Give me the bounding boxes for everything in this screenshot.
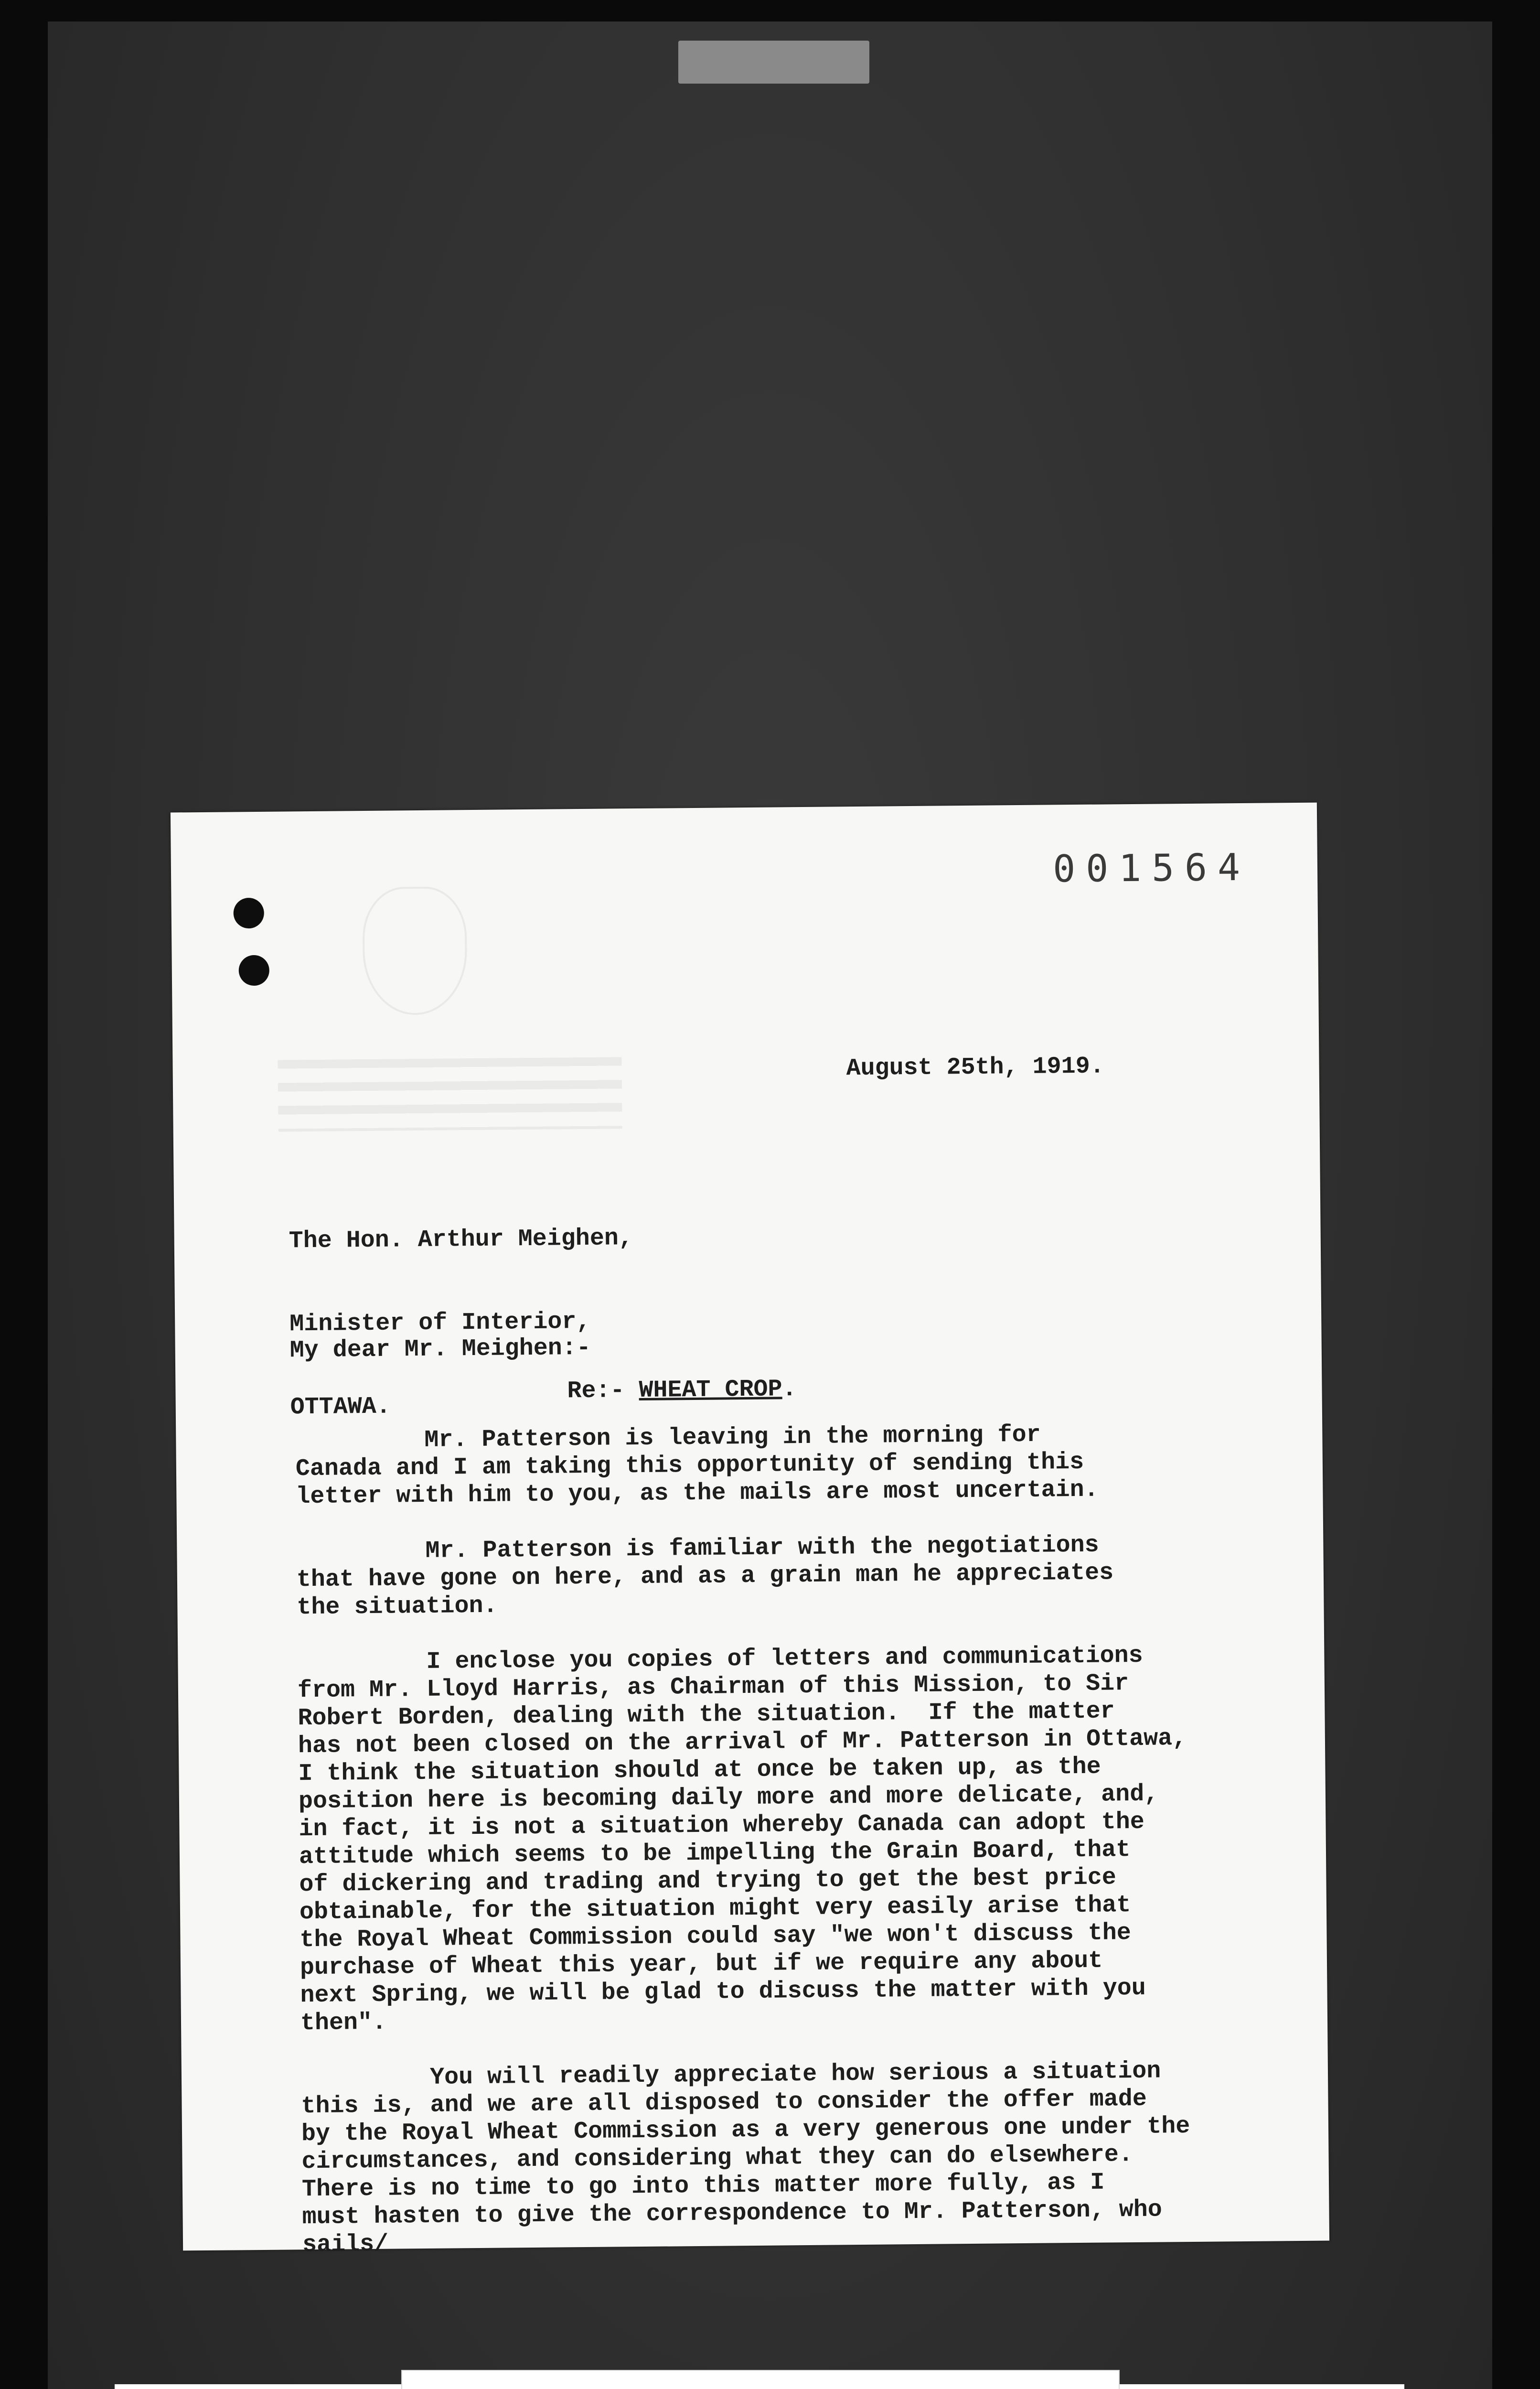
letter-page [171,803,1329,2259]
punch-hole-top [233,898,264,929]
subject-prefix: Re:- [567,1377,639,1405]
recipient-line: Minister of Interior, [289,1308,591,1338]
recipient-line: OTTAWA. [290,1393,391,1421]
document-number: 001564 [1052,846,1251,891]
faded-seal [362,886,467,1015]
letter-body: Mr. Patterson is leaving in the morning for Canada and I am taking this opportunity of sending this letter with him to you, as the mails are most uncertain. Mr. Patterson is familiar with the negotiations that have gone on here, and as a grain man he appreciates the situation. I enclose you copies of letters and communications from Mr. Lloyd Harris, as Chairman of this Mission, to Sir Robert Borden, dealing with the situation. If the matter has not been closed on the arrival of Mr. Patterson in Ottawa, I think the situation should at once be taken up, as the position here is becoming daily more and more delicate, and, in fact, it is not a situation whereby Canada can adopt the attitude which seems to be impelling the Grain Board, that of dickering and trading and trying to get the best price obtainable, for the situation might very easily arise that the Royal Wheat Commission could say "we won't discuss the purchase of Wheat this year, but if we require any about next Spring, we will be glad to discuss the matter with you then". You will readily appreciate how serious a situation this is, and we are all disposed to consider the offer made by the Royal Wheat Commission as a very generous one under the circumstances, and considering what they can do elsewhere. There is no time to go into this matter more fully, as I must hasten to give the correspondence to Mr. Patterson, who sails/ [295,1421,1190,2259]
subject-suffix: . [782,1376,797,1403]
board-clip [678,41,869,84]
archive-label [115,2384,1404,2389]
recipient-line: The Hon. Arthur Meighen, [289,1225,633,1255]
subject-line [567,1376,797,1405]
letter-date: August 25th, 1919. [846,1053,1104,1083]
series-tab [401,2370,1120,2389]
salutation: My dear Mr. Meighen:- [289,1334,591,1365]
punch-hole-bottom [239,955,270,986]
subject-text: WHEAT CROP [639,1376,782,1405]
faded-letterhead [278,1057,622,1131]
